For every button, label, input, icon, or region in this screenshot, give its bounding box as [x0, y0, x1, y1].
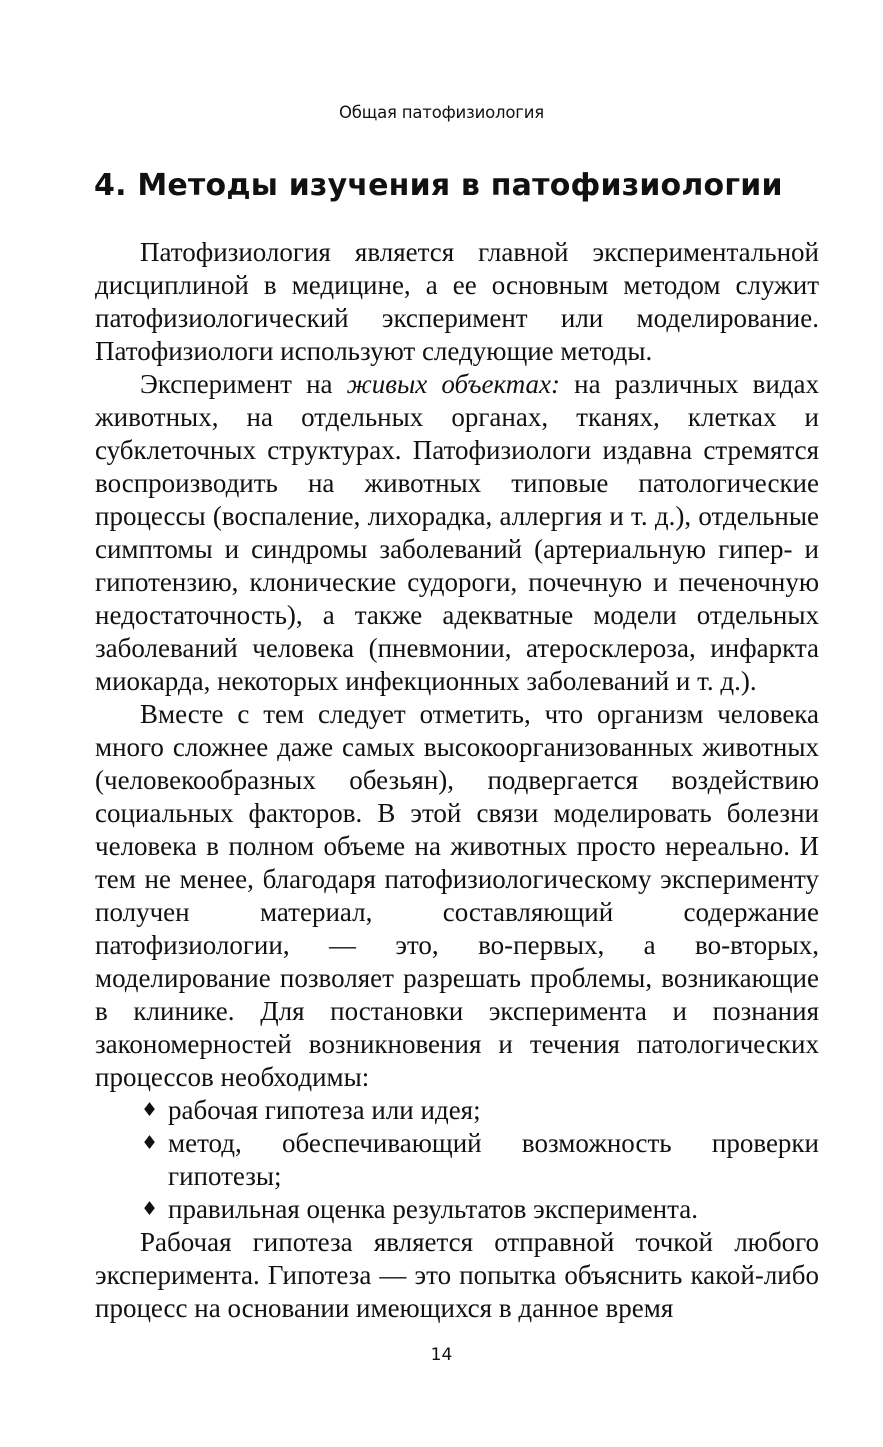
paragraph-human-complexity: Вместе с тем следует отметить, что организм человека много сложнее даже самых высокоорганизованных животных (человекообразных обезьян), подвергается воздействию социальных факторов. В этой связи моделировать болезни человека в полном объеме на животных просто нереально. И тем не менее, благодаря патофизиологическому эксперименту получен материал, составляющий содержание патофизиологии, — это, во-первых, а во-вторых, моделирование позволяет разрешать проблемы, возникающие в клинике. Для постановки эксперимента и познания закономерностей возникновения и течения патологических процессов необходимы:: [95, 699, 819, 1092]
paragraph-live-objects-lead: Эксперимент на: [140, 369, 347, 399]
running-head: Общая патофизиология: [339, 103, 544, 122]
paragraph-live-objects: [95, 368, 819, 698]
diamond-bullet-icon: ♦: [141, 1198, 159, 1220]
body-text: [95, 236, 819, 1325]
list-item: [95, 1193, 819, 1226]
diamond-bullet-icon: ♦: [141, 1132, 159, 1154]
list-item: [95, 1127, 819, 1193]
page-number: 14: [430, 1345, 453, 1365]
emphasis-live-objects: живых объектах:: [346, 369, 561, 399]
list-item-text: метод, обеспечивающий возможность проверки гипотезы;: [168, 1128, 819, 1191]
diamond-bullet-icon: ♦: [141, 1099, 159, 1121]
list-item-text: правильная оценка результатов эксперимента.: [168, 1194, 698, 1224]
paragraph-live-objects-rest: на различных видах животных, на отдельных органах, тканях, клетках и субклеточных структурах. Патофизиологи издавна стремятся воспроизводить на животных типовые патологические процессы (воспаление, лихорадка, аллергия и т. д.), отдельные симптомы и синдромы заболеваний (артериальную гипер- и гипотензию, клонические судороги, почечную и печеночную недостаточность), а также адекватные модели отдельных заболеваний человека (пневмонии, атеросклероза, инфаркта миокарда, некоторых инфекционных заболеваний и т. д.).: [95, 369, 820, 696]
paragraph-working-hypothesis: Рабочая гипотеза является отправной точкой любого эксперимента. Гипотеза — это попытка объяснить какой-либо процесс на основании имеющихся в данное время: [95, 1227, 819, 1323]
chapter-title: 4. Методы изучения в патофизиологии: [94, 168, 783, 203]
requirements-list: [95, 1094, 819, 1226]
list-item: [95, 1094, 819, 1127]
paragraph-methods-intro: Патофизиология является главной экспериментальной дисциплиной в медицине, а ее основным методом служит патофизиологический эксперимент или моделирование. Патофизиологи используют следующие методы.: [95, 237, 819, 366]
list-item-text: рабочая гипотеза или идея;: [168, 1095, 481, 1125]
